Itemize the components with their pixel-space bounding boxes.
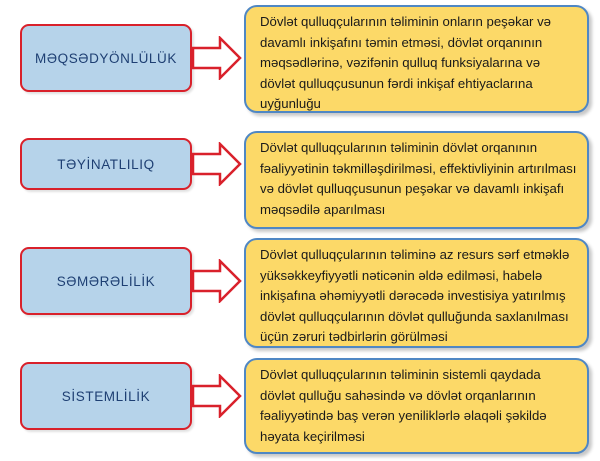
label-text: TƏYİNATLILIQ: [57, 156, 155, 172]
right-arrow-icon: [192, 374, 242, 418]
label-box: [20, 247, 192, 315]
label-text: MƏQSƏDYÖNLÜLÜK: [35, 50, 177, 66]
description-box: [244, 358, 589, 454]
description-box: [244, 131, 589, 229]
description-text: Dövlət qulluqçularının təliminin dövlət orqanının fəaliyyətinin təkmilləşdirilməsi, effektivliyinin artırılması və dövlət qulluqçusunun peşəkar və davamlı inkişafı məqsədilə aparılması: [260, 140, 577, 217]
right-arrow-icon: [192, 36, 242, 80]
description-box: [244, 238, 589, 348]
label-text: SƏMƏRƏLİLİK: [56, 273, 156, 289]
label-box: [20, 362, 192, 430]
description-text: Dövlət qulluqçularının təliminə az resurs sərf etməklə yüksəkkeyfiyyətli nəticənin əldə edilməsi, habelə inkişafına əhəmiyyətli dərəcədə investisiya yatırılmış dövlət qulluqçularının dövlət qulluğunda saxlanılması üçün zəruri tədbirlərin görülməsi: [260, 247, 570, 344]
right-arrow-icon: [192, 142, 242, 186]
description-text: Dövlət qulluqçularının təliminin sistemli qaydada dövlət qulluğu sahəsində və dövlət orqanlarının fəaliyyətində baş verən yeniliklərlə əlaqəli şəkildə həyata keçirilməsi: [260, 367, 547, 444]
label-box: [20, 138, 192, 190]
description-text: Dövlət qulluqçularının təliminin onların peşəkar və davamlı inkişafını təmin etməsi, dövlət orqanının məqsədlərinə, vəzifənin qulluq funksiyalarına və dövlət qulluqçusunun fərdi inkişaf ehtiyaclarına uyğunluğu: [260, 14, 552, 111]
description-box: [244, 5, 589, 113]
right-arrow-icon: [192, 259, 242, 303]
label-text: SİSTEMLİLİK: [61, 388, 151, 404]
label-box: [20, 24, 192, 92]
